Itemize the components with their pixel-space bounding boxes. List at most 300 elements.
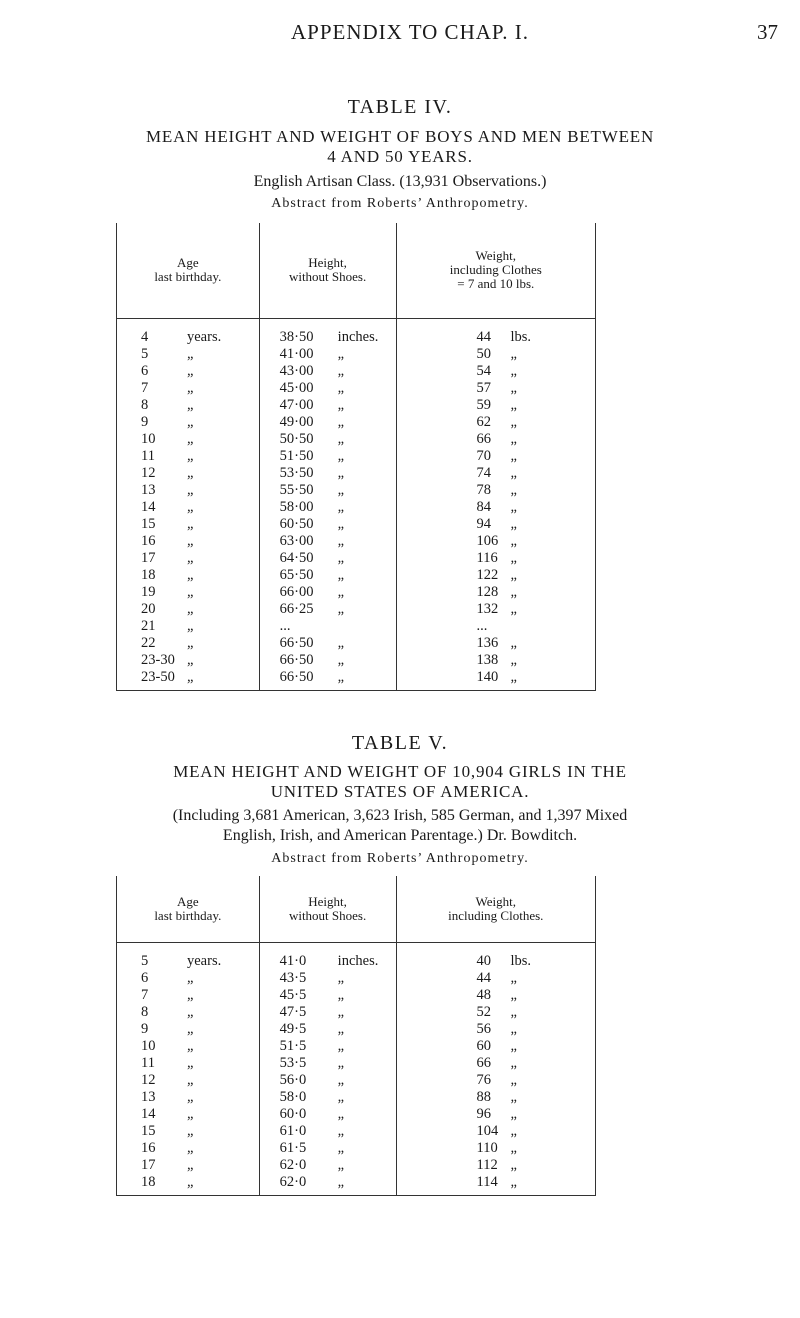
table-row [117,669,596,691]
table-row [117,516,596,533]
table4-cell-weight [396,550,595,567]
table4-cell-weight [396,669,595,691]
table4-height-unit: „ [337,566,345,583]
table4-age-value: 5 [141,345,149,362]
table5-height-unit: „ [337,1139,345,1156]
table4-cell-age [117,669,260,691]
table5-header-age-line2: last birthday. [154,907,222,923]
table4-weight-value: 57 [476,379,492,396]
running-head-title: APPENDIX TO CHAP. I. [290,20,529,44]
table4-cell-weight [396,601,595,618]
table4-age-value: 21 [141,617,156,634]
table4-cell-age [117,448,260,465]
table4 [116,223,596,691]
table4-weight-unit: „ [510,549,517,566]
table-row [117,346,596,363]
table4-age-value: 15 [141,515,156,532]
table4-cell-age [117,601,260,618]
table5-weight-unit: „ [510,1122,517,1139]
table5-cell-age [117,1140,260,1157]
table5-cell-weight [396,1106,595,1123]
table4-cell-height [259,363,396,380]
table5-age-value: 7 [141,986,149,1003]
table5-weight-value: 88 [476,1088,492,1105]
table-row [117,942,596,970]
table5-age-unit: „ [187,1105,194,1122]
table5-height-value: 45·5 [279,986,307,1003]
table4-weight-value: 136 [476,634,499,651]
table5-height-unit: „ [337,1071,345,1088]
table4-height-unit: „ [337,634,345,651]
table5-height-unit: „ [337,1105,345,1122]
table5-age-unit: „ [187,986,194,1003]
table4-cell-height [259,601,396,618]
table4-age-unit: „ [187,345,194,362]
table-row [117,652,596,669]
table4-age-unit: „ [187,362,194,379]
table4-age-value: 16 [141,532,156,549]
table5-height-unit: „ [337,1037,345,1054]
table5-age-value: 5 [141,952,149,969]
table4-age-value: 17 [141,549,156,566]
table5-cell-weight [396,1174,595,1196]
table4-age-unit: „ [187,379,194,396]
table5-cell-age [117,1072,260,1089]
table4-abstract: Abstract from Roberts’ Anthropometry. [271,196,529,211]
table4-note: English Artisan Class. (13,931 Observations.) [253,173,547,190]
table5-header-weight-line2: including Clothes. [448,907,544,923]
table5-weight-unit: „ [510,1020,517,1037]
table5-age-value: 11 [141,1054,155,1071]
table4-cell-age [117,346,260,363]
table5-cell-height [259,1038,396,1055]
table4-cell-height [259,465,396,482]
table5-header-height-line1: Height, [308,893,347,909]
table5-weight-unit: lbs. [510,952,532,969]
table5-height-value: 58·0 [279,1088,307,1105]
table5-age-value: 18 [141,1173,156,1190]
table4-weight-value: 94 [476,515,492,532]
table4-title: TABLE IV. [347,96,453,118]
table5-subtitle-line2: UNITED STATES OF AMERICA. [270,782,530,801]
table5-weight-unit: „ [510,1105,517,1122]
table4-header-height-line2: without Shoes. [288,269,367,285]
table5-weight-value: 76 [476,1071,492,1088]
table4-age-value: 4 [141,328,149,345]
table4-cell-age [117,465,260,482]
table5-height-unit: „ [337,1173,345,1190]
table4-age-value: 10 [141,430,156,447]
table5-cell-height [259,1157,396,1174]
table4-height-unit: „ [337,549,345,566]
table4-age-unit: „ [187,651,194,668]
table4-age-unit: „ [187,617,194,634]
table5-age-value: 17 [141,1156,156,1173]
table5-weight-value: 114 [476,1173,498,1190]
table5-weight-unit: „ [510,1139,517,1156]
table4-cell-weight [396,516,595,533]
table4-age-unit: „ [187,413,194,430]
table5-cell-height [259,1055,396,1072]
table4-age-unit: „ [187,498,194,515]
table4-cell-age [117,380,260,397]
table4-height-value: 47·00 [279,396,314,413]
table5-cell-height [259,1072,396,1089]
table4-height-value: 60·50 [279,515,314,532]
table4-height-value: ... [279,617,291,634]
table4-weight-unit: „ [510,345,517,362]
table4-cell-age [117,635,260,652]
table-row [117,550,596,567]
table-row [117,1106,596,1123]
table4-height-unit: „ [337,396,345,413]
table5-height-unit: „ [337,986,345,1003]
table4-cell-weight [396,448,595,465]
table4-cell-age [117,652,260,669]
table4-weight-unit: „ [510,566,517,583]
table5-age-unit: „ [187,1122,194,1139]
table4-cell-weight [396,318,595,346]
table5-weight-unit: „ [510,1003,517,1020]
table-row [117,635,596,652]
table4-cell-weight [396,397,595,414]
table5-weight-value: 110 [476,1139,498,1156]
table4-age-value: 11 [141,447,155,464]
table5-weight-value: 112 [476,1156,498,1173]
table4-weight-value: 70 [476,447,492,464]
table5-cell-weight [396,970,595,987]
table5-cell-age [117,1089,260,1106]
table4-cell-height [259,618,396,635]
table4-cell-height [259,431,396,448]
table4-age-unit: „ [187,549,194,566]
table4-weight-unit: „ [510,515,517,532]
table5-cell-height [259,1004,396,1021]
table4-weight-value: ... [476,617,488,634]
table4-cell-age [117,618,260,635]
table4-age-value: 14 [141,498,156,515]
table5-age-value: 16 [141,1139,156,1156]
table4-cell-weight [396,380,595,397]
table4-cell-weight [396,346,595,363]
table4-age-value: 13 [141,481,156,498]
table5-age-unit: „ [187,1054,194,1071]
table5-cell-height [259,1123,396,1140]
table4-cell-height [259,635,396,652]
table4-header-age [117,223,260,318]
table4-cell-height [259,318,396,346]
table4-weight-value: 62 [476,413,492,430]
table4-cell-height [259,584,396,601]
table4-cell-weight [396,431,595,448]
table4-cell-age [117,567,260,584]
table5-cell-weight [396,1089,595,1106]
table4-height-value: 66·50 [279,634,314,651]
table4-age-unit: „ [187,532,194,549]
table5-age-unit: „ [187,969,194,986]
table5-cell-age [117,1106,260,1123]
table-row [117,363,596,380]
table4-height-value: 65·50 [279,566,314,583]
table5-weight-unit: „ [510,1071,517,1088]
table4-cell-height [259,652,396,669]
table4-cell-weight [396,618,595,635]
table-row [117,1004,596,1021]
table5-age-unit: „ [187,1037,194,1054]
table-row [117,533,596,550]
table4-weight-value: 140 [476,668,499,685]
table4-height-value: 64·50 [279,549,314,566]
table5-cell-height [259,1021,396,1038]
table5-weight-unit: „ [510,986,517,1003]
table5-height-value: 60·0 [279,1105,307,1122]
table4-height-unit: „ [337,532,345,549]
table5-header-weight-line1: Weight, [475,893,516,909]
table4-height-value: 66·50 [279,651,314,668]
table4-weight-unit: „ [510,362,517,379]
table5-age-unit: years. [187,952,222,969]
table4-height-value: 63·00 [279,532,314,549]
table4-cell-weight [396,465,595,482]
table4-weight-unit: „ [510,413,517,430]
table5-age-unit: „ [187,1088,194,1105]
table-row [117,318,596,346]
table4-weight-value: 116 [476,549,498,566]
table5-height-unit: „ [337,1003,345,1020]
table-row [117,1038,596,1055]
table-row [117,584,596,601]
table4-subtitle-line1: MEAN HEIGHT AND WEIGHT OF BOYS AND MEN BETWEEN [145,127,655,146]
table-row [117,1055,596,1072]
table4-height-unit: „ [337,668,345,685]
table5-age-unit: „ [187,1156,194,1173]
table5-cell-weight [396,1157,595,1174]
table5-note-line1: (Including 3,681 American, 3,623 Irish, 585 German, and 1,397 Mixed [172,807,628,824]
table5-cell-weight [396,1072,595,1089]
table5-cell-age [117,1157,260,1174]
table4-age-unit: „ [187,668,194,685]
table4-height-value: 41·00 [279,345,314,362]
table5-header-weight [396,876,595,942]
table4-header-age-line1: Age [177,255,199,271]
table4-age-unit: „ [187,464,194,481]
table4-height-unit: „ [337,481,345,498]
table5-weight-value: 48 [476,986,492,1003]
table-row [117,499,596,516]
table4-height-unit: „ [337,379,345,396]
table5-weight-value: 40 [476,952,492,969]
table4-cell-weight [396,533,595,550]
table5-cell-weight [396,987,595,1004]
table4-cell-height [259,533,396,550]
table4-cell-height [259,550,396,567]
running-head [0,20,800,50]
table5-height-unit: „ [337,1088,345,1105]
table5-height-value: 49·5 [279,1020,307,1037]
table4-cell-weight [396,482,595,499]
table4-weight-unit: „ [510,447,517,464]
table5-cell-weight [396,1021,595,1038]
table4-cell-weight [396,499,595,516]
table-row [117,970,596,987]
table4-weight-unit: „ [510,379,517,396]
table5-height-value: 53·5 [279,1054,307,1071]
table-row [117,1140,596,1157]
table5-cell-age [117,1123,260,1140]
table4-age-value: 23-30 [141,651,175,668]
table5-weight-value: 104 [476,1122,499,1139]
table4-height-unit: „ [337,583,345,600]
table5-age-unit: „ [187,1020,194,1037]
table4-weight-unit: „ [510,668,517,685]
table5-weight-value: 60 [476,1037,492,1054]
table4-weight-unit: „ [510,583,517,600]
table4-weight-value: 74 [476,464,492,481]
table4-height-unit: „ [337,362,345,379]
table4-weight-unit: „ [510,430,517,447]
table5-cell-height [259,970,396,987]
table-row [117,1157,596,1174]
table5-height-unit: „ [337,1054,345,1071]
table5-age-value: 14 [141,1105,156,1122]
table-row [117,567,596,584]
table4-weight-unit: „ [510,600,517,617]
table5-cell-age [117,942,260,970]
table4-height-value: 58·00 [279,498,314,515]
table5-height-value: 61·5 [279,1139,307,1156]
table4-weight-value: 44 [476,328,492,345]
table-row [117,482,596,499]
table4-cell-age [117,516,260,533]
table5-title: TABLE V. [351,732,449,754]
table4-cell-weight [396,414,595,431]
table4-header-weight [396,223,595,318]
table4-age-value: 22 [141,634,156,651]
table5-cell-weight [396,1004,595,1021]
table4-height-unit: inches. [337,328,379,345]
table4-header-weight-line3: = 7 and 10 lbs. [457,276,535,292]
table4-header-weight-line1: Weight, [475,248,516,264]
table-row [117,431,596,448]
table5-header-height [259,876,396,942]
table5-height-value: 41·0 [279,952,307,969]
table4-age-value: 23-50 [141,668,175,685]
table5-height-value: 62·0 [279,1173,307,1190]
table4-cell-age [117,533,260,550]
table4-weight-value: 128 [476,583,499,600]
table5-header-height-line2: without Shoes. [288,907,367,923]
table4-weight-unit: „ [510,481,517,498]
table5-cell-age [117,1055,260,1072]
table4-weight-value: 132 [476,600,499,617]
page-number: 37 [757,20,778,44]
table5-height-value: 62·0 [279,1156,307,1173]
table4-cell-age [117,431,260,448]
table5-height-value: 56·0 [279,1071,307,1088]
table5-height-unit: „ [337,1122,345,1139]
table5-cell-age [117,1038,260,1055]
table5-cell-height [259,1089,396,1106]
table4-weight-value: 106 [476,532,499,549]
table4-height-value: 66·25 [279,600,314,617]
table4-height-unit: „ [337,413,345,430]
table5-cell-age [117,1174,260,1196]
table5-cell-height [259,1140,396,1157]
table5-cell-weight [396,1038,595,1055]
table5-cell-height [259,942,396,970]
table4-header-age-line2: last birthday. [154,269,222,285]
table4-age-value: 18 [141,566,156,583]
table4-height-value: 66·00 [279,583,314,600]
table5-body [117,942,596,1195]
table4-height-unit: „ [337,651,345,668]
table4-cell-age [117,397,260,414]
table5-weight-value: 66 [476,1054,492,1071]
table4-cell-height [259,448,396,465]
table4-height-value: 38·50 [279,328,314,345]
table5-age-value: 12 [141,1071,156,1088]
table5 [116,876,596,1196]
table5-header-age [117,876,260,942]
table4-weight-value: 54 [476,362,492,379]
table4-weight-value: 59 [476,396,492,413]
table-row [117,1123,596,1140]
table5-weight-value: 56 [476,1020,492,1037]
table5-weight-unit: „ [510,1088,517,1105]
table4-weight-unit: „ [510,532,517,549]
table4-cell-weight [396,635,595,652]
table4-cell-height [259,380,396,397]
table-row [117,397,596,414]
table4-height-unit: „ [337,515,345,532]
table4-weight-unit: „ [510,396,517,413]
table-row [117,601,596,618]
table-row [117,1089,596,1106]
table4-weight-unit: „ [510,634,517,651]
table4-header-weight-line2: including Clothes [449,262,542,278]
table5-height-unit: „ [337,969,345,986]
table4-height-value: 49·00 [279,413,314,430]
table4-body [117,318,596,690]
table5-age-value: 13 [141,1088,156,1105]
table5-note-line2: English, Irish, and American Parentage.) Dr. Bowditch. [222,827,578,844]
table4-cell-weight [396,584,595,601]
table4-height-value: 55·50 [279,481,314,498]
table4-cell-height [259,482,396,499]
table4-cell-age [117,584,260,601]
table-row [117,465,596,482]
table4-age-unit: „ [187,583,194,600]
table5-height-value: 43·5 [279,969,307,986]
table4-height-unit: „ [337,600,345,617]
table5-weight-unit: „ [510,1156,517,1173]
table5-age-unit: „ [187,1173,194,1190]
table4-cell-age [117,482,260,499]
table5-age-unit: „ [187,1003,194,1020]
table5-cell-height [259,1106,396,1123]
table-row [117,987,596,1004]
table4-height-value: 43·00 [279,362,314,379]
table5-cell-weight [396,1123,595,1140]
table5-age-unit: „ [187,1139,194,1156]
table5-cell-age [117,1021,260,1038]
table4-height-value: 50·50 [279,430,314,447]
table4-cell-weight [396,363,595,380]
table5-age-value: 6 [141,969,149,986]
table4-cell-height [259,516,396,533]
table4-cell-age [117,318,260,346]
table5-cell-age [117,1004,260,1021]
